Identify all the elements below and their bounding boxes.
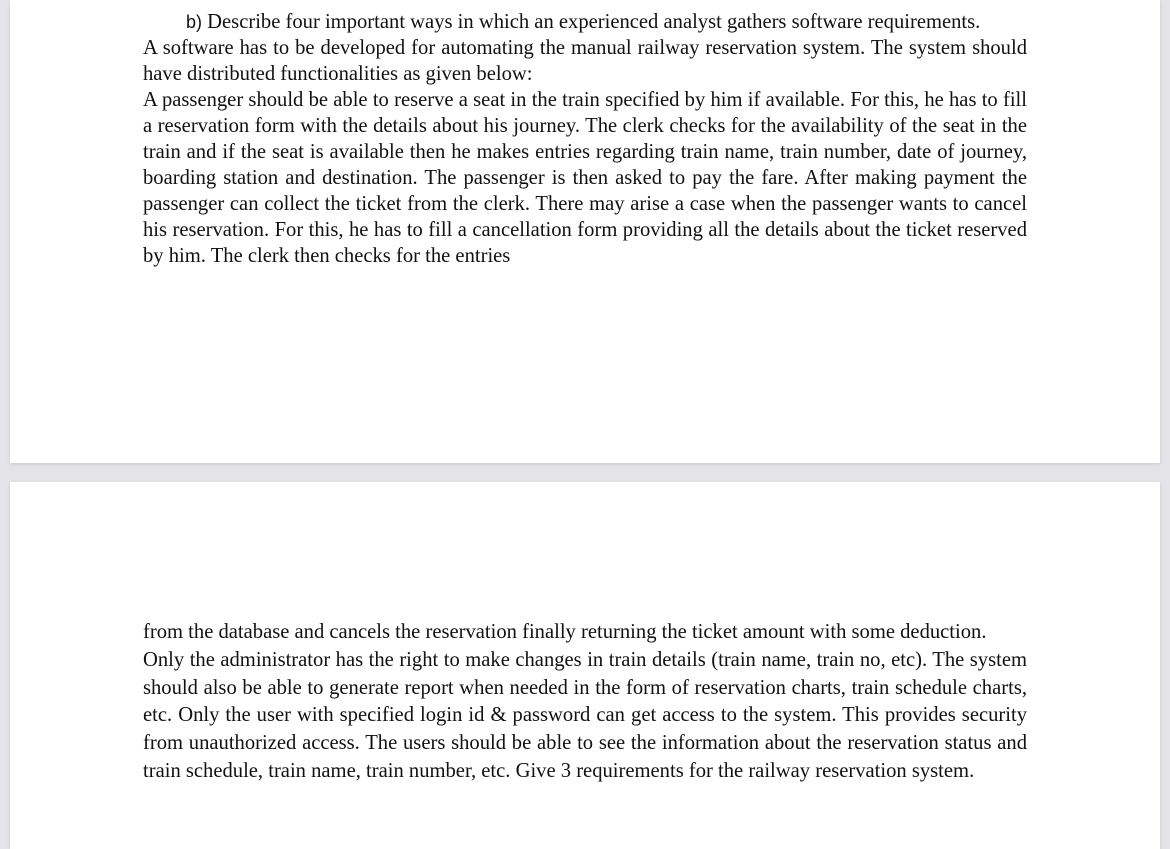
- page-1-text: [143, 9, 1027, 269]
- question-label: b): [186, 12, 203, 32]
- continuation-paragraph: from the database and cancels the reservation finally returning the ticket amount with some deduction.: [143, 621, 987, 643]
- document-page-1: [10, 0, 1160, 463]
- question-text: Describe four important ways in which an experienced analyst gathers software requirements.: [207, 11, 981, 33]
- question-b: [143, 9, 1027, 35]
- scenario-paragraph: A passenger should be able to reserve a seat in the train specified by him if available. For this, he has to fill a reservation form with the details about his journey. The clerk checks for the availability of the seat in the train and if the seat is available then he makes entries regarding train name, train number, date of journey, boarding station and destination. The passenger is then asked to pay the fare. After making payment the passenger can collect the ticket from the clerk. There may arise a case when the passenger wants to cancel his reservation. For this, he has to fill a cancellation form providing all the details about the ticket reserved by him. The clerk then checks for the entries: [143, 89, 1027, 267]
- document-page-2: [10, 482, 1160, 849]
- requirements-paragraph: Only the administrator has the right to make changes in train details (train name, train no, etc). The system should also be able to generate report when needed in the form of reservation charts, train schedule charts, etc. Only the user with specified login id & password can get access to the system. This provides security from unauthorized access. The users should be able to see the information about the reservation status and train schedule, train name, train number, etc. Give 3 requirements for the railway reservation system.: [143, 648, 1027, 782]
- page-2-text: [143, 619, 1027, 786]
- intro-paragraph: A software has to be developed for automating the manual railway reservation system. The system should have distributed functionalities as given below:: [143, 37, 1027, 85]
